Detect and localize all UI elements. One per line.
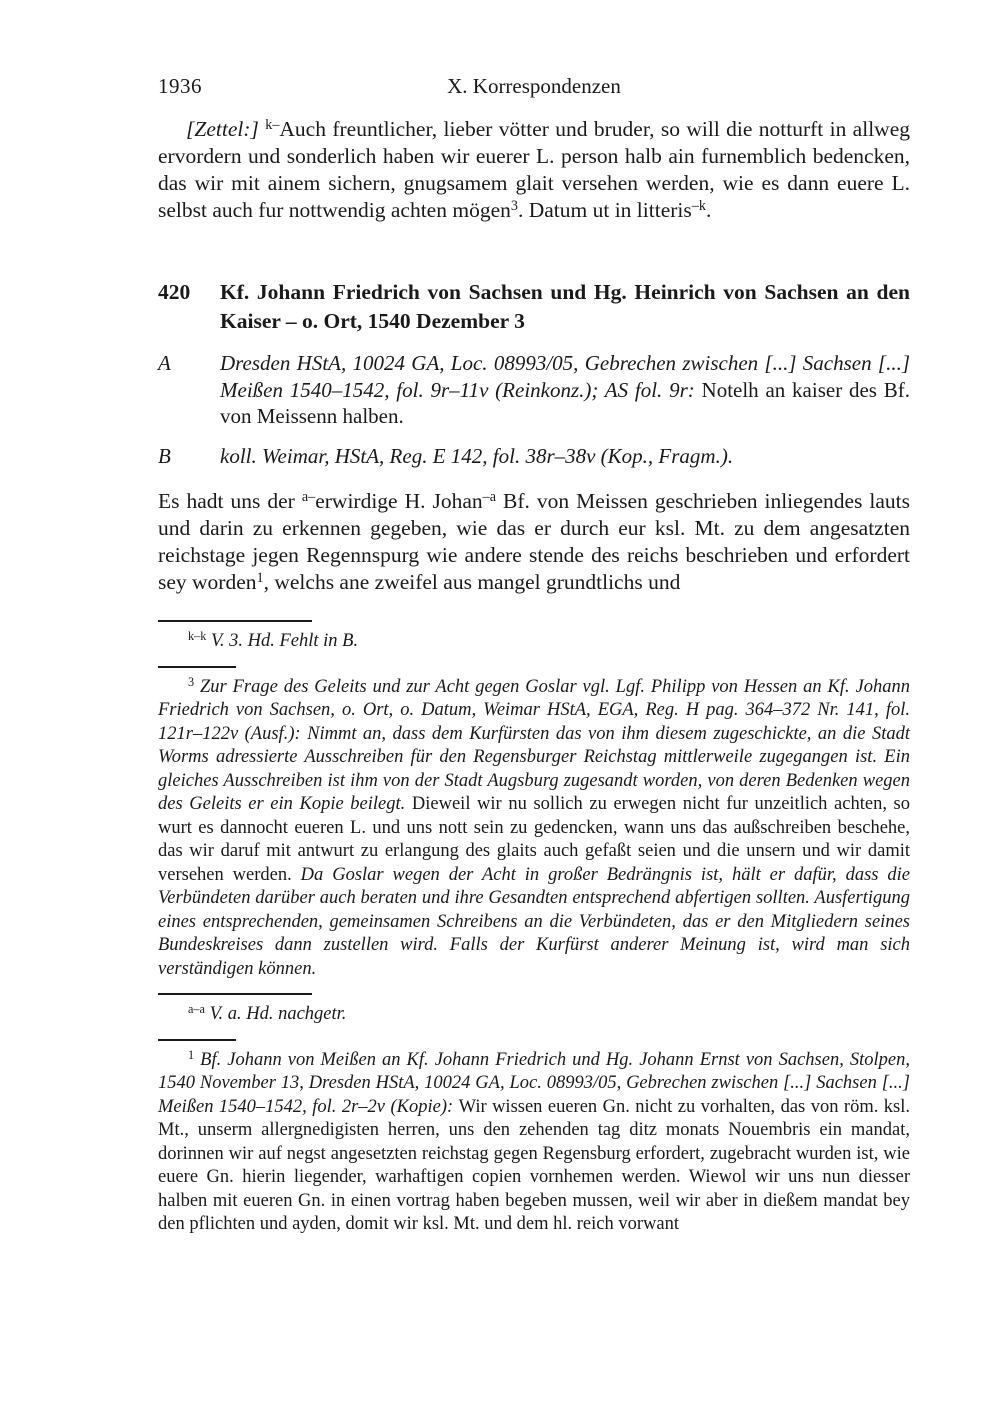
apparatus-note-kk — [158, 630, 910, 654]
footnote-3-regest-2: Da Goslar wegen der Acht in großer Bedrängnis ist, hält er dafür, dass die Verbündeten darüber auch beraten und ihre Gesandten entsprechend abfertigen sollten. Ausfertigung eines entsprechenden, gemeinsamen Schreibens an die Verbündeten, das er den Mitgliedern seines Bundeskreises dann zustellen wird. Falls der Kurfürst anderer Meinung ist, wird man sich verständigen können. — [158, 864, 911, 979]
source-a-text — [220, 350, 910, 430]
footnote-1-quotation: Wir wissen eueren Gn. nicht zu vorhalten, das von röm. ksl. Mt., unserm allergnedigisten herren, uns den zehenden tag ditz monats Nouembris ein mandat, dorinnen wir auf negst angesetzten reichstag gegen Regensburg erfordert, zugebracht wurden ist, wie euere Gn. hierin liegender, warhaftigen copien vornhemen werden. Wiewol wir uns nun diesser halben mit eueren Gn. in einen vortrag haben begeben mussen, weil wir aber in dießem mandat bey den pflichten und ayden, domit wir ksl. Mt. und dem hl. reich vorwant — [158, 1096, 910, 1234]
apparatus-note-aa-marker: a–a — [188, 1002, 205, 1017]
apparatus-mark-a-close: –a — [482, 489, 497, 506]
apparatus-mark-k-open: k– — [265, 117, 280, 134]
letter-text-insert: erwirdige H. Johan — [315, 489, 483, 513]
source-b-reference: koll. Weimar, HStA, Reg. E 142, fol. 38r–38v (Kop., Fragm.). — [220, 443, 734, 468]
apparatus-note-aa — [158, 1003, 910, 1027]
source-a-reference: Dresden HStA, 10024 GA, Loc. 08993/05, Gebrechen zwischen [...] Sachsen [...] Meißen 1540–1542, fol. 9r–11v (Reinkonz.); AS fol. 9r: — [220, 351, 910, 402]
zettel-text: Auch freuntlicher, lieber vötter und bruder, so will die notturft in allweg ervordern und sonderlich haben wir euerer L. person halb ain furnemblich bedencken, das wir mit ainem sichern, gnugsamem glait versehen werden, wie es dann euere L. selbst auch fur nottwendig achten mögen — [158, 117, 910, 222]
footnote-1-reference: Bf. Johann von Meißen an Kf. Johann Friedrich und Hg. Johann Ernst von Sachsen, Stolpen, 1540 November 13, Dresden HStA, 10024 GA, Loc. 08993/05, Gebrechen zwischen [...] Sachsen [...] Meißen 1540–1542, fol. 2r–2v (Kopie): — [158, 1049, 910, 1117]
footnote-separator-long — [158, 620, 312, 622]
entry-number: 420 — [158, 280, 191, 304]
page-number: 1936 — [158, 74, 202, 98]
apparatus-mark-a-open: a– — [301, 489, 316, 506]
footnote-3-marker: 3 — [188, 674, 195, 689]
footnote-3-quotation: Dieweil wir nu sollich zu erwegen nicht fur unzeitlich achten, so wurt es dannocht eueren L. und uns nott sein zu gedencken, wann uns das außschreiben beschehe, das wir daruf mit antwurt zu erlangung des glaits auch gefaßt seien und die unsern und wir damit versehen werden. — [158, 794, 910, 885]
page-header — [158, 74, 910, 102]
source-b-siglum: B — [158, 443, 171, 468]
zettel-text-end: . — [705, 198, 712, 222]
footnote-area — [158, 620, 910, 1237]
footnote-1-marker: 1 — [188, 1047, 195, 1062]
apparatus-mark-k-close: –k — [691, 198, 706, 215]
letter-body-paragraph — [158, 488, 910, 596]
letter-text-main: Bf. von Meissen geschrieben inliegendes lauts und darin zu erkennen gegeben, wie das er durch eur ksl. Mt. zu dem angesatzten reichstage jegen Regennspurg wie andere stende des reichs beschrieben und erfordert sey worden — [158, 489, 910, 594]
footnote-1 — [158, 1049, 910, 1237]
apparatus-note-kk-text: V. 3. Hd. Fehlt in B. — [206, 631, 359, 651]
zettel-label: [Zettel:] — [186, 117, 266, 141]
source-a — [158, 350, 910, 430]
footnote-3-regest-1: Zur Frage des Geleits und zur Acht gegen Goslar vgl. Lgf. Philipp von Hessen an Kf. Johann Friedrich von Sachsen, o. Ort, o. Datum, Weimar HStA, EGA, Reg. H pag. 364–372 Nr. 141, fol. 121r–122v (Ausf.): Nimmt an, dass dem Kurfürsten das von ihm diesem zugeschickte, an die Stadt Worms adressierte Ausschreiben für den Regensburger Reichstag mittlerweile zugegangen ist. Ein gleiches Ausschreiben ist ihm von der Stadt Augsburg zugesandt worden, von deren Bedenken wegen des Geleits er ein Kopie beilegt. — [158, 676, 910, 814]
footnote-separator-short — [158, 666, 236, 668]
source-b — [158, 443, 910, 470]
letter-text-end: , welchs ane zweifel aus mangel grundtlichs und — [263, 570, 681, 594]
entry-heading — [158, 278, 910, 336]
zettel-text-datum: . Datum ut in litteris — [517, 198, 692, 222]
source-b-text — [220, 443, 910, 470]
zettel-paragraph — [158, 116, 910, 224]
apparatus-note-aa-text: V. a. Hd. nachgetr. — [204, 1004, 347, 1024]
footnote-3 — [158, 676, 910, 982]
entry-title: Kf. Johann Friedrich von Sachsen und Hg. Heinrich von Sachsen an den Kaiser – o. Ort, 1540 Dezember 3 — [220, 280, 910, 333]
apparatus-note-kk-marker: k–k — [188, 629, 207, 644]
footnote-ref-1: 1 — [256, 570, 264, 587]
footnote-separator-short — [158, 1039, 236, 1041]
footnote-separator-long — [158, 993, 312, 995]
letter-text: Es hadt uns der — [158, 489, 302, 513]
running-head: X. Korrespondenzen — [447, 74, 621, 98]
footnote-ref-3: 3 — [510, 198, 518, 215]
source-a-archival-note: Notelh an kaiser des Bf. von Meissenn halben. — [220, 377, 910, 428]
source-a-siglum: A — [158, 351, 171, 375]
